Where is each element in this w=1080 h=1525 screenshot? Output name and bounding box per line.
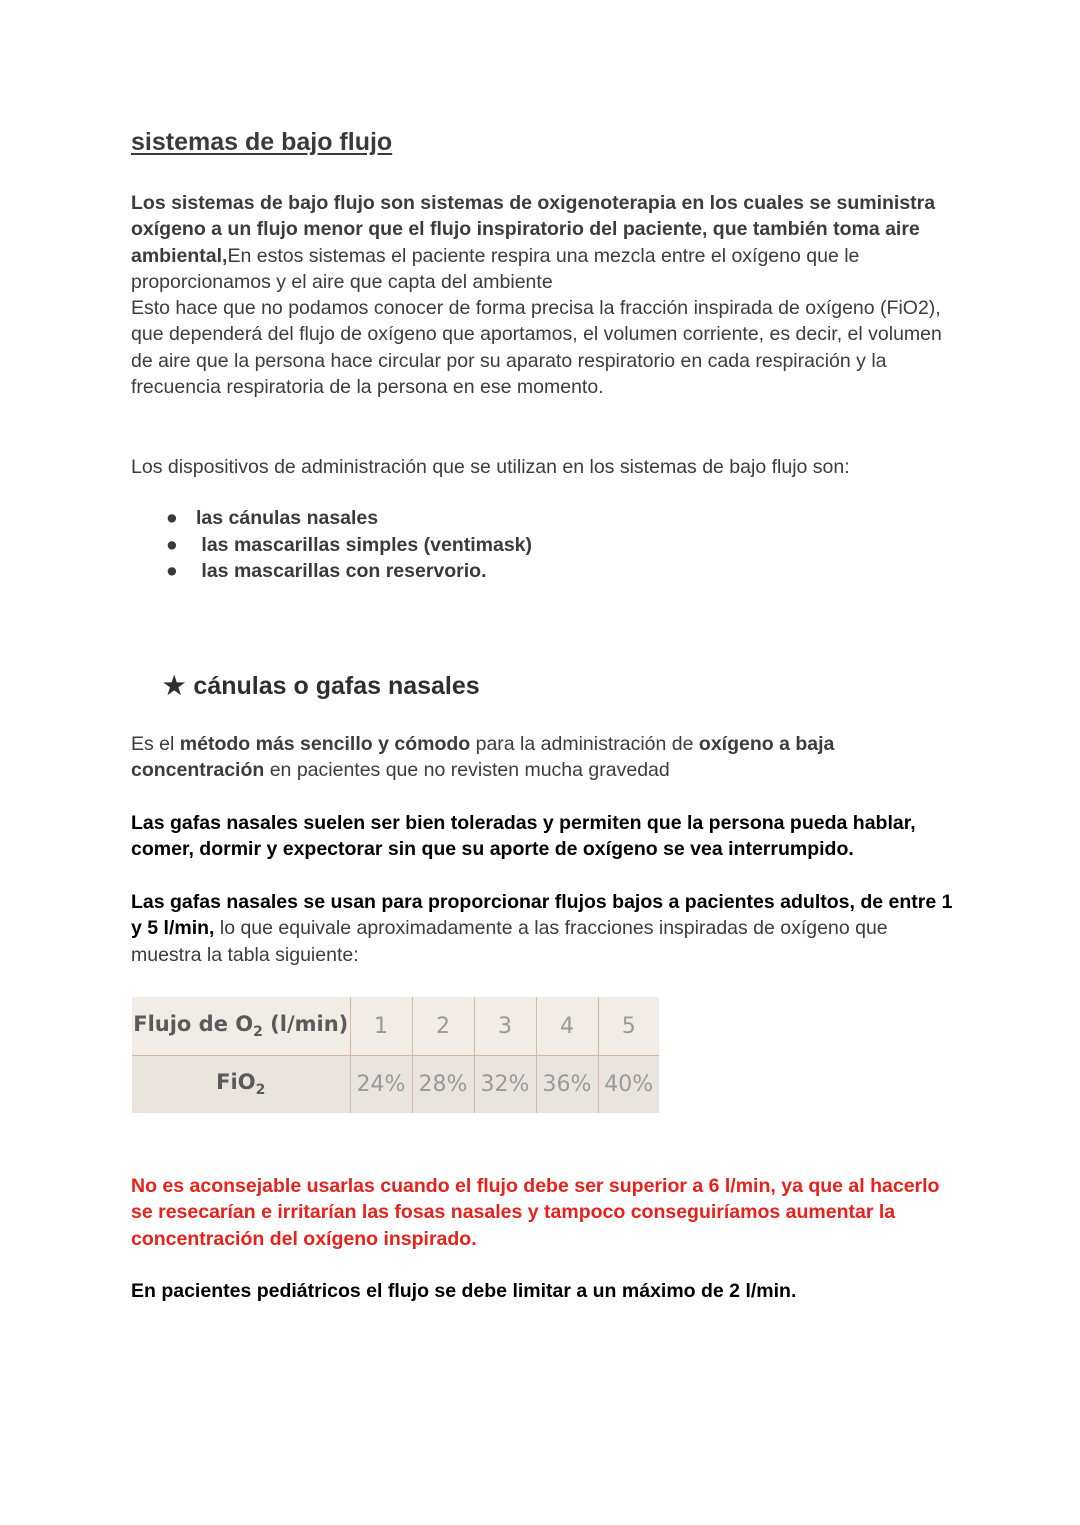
table-row: [132, 997, 659, 1056]
warning-paragraph: No es aconsejable usarlas cuando el flujo debe ser superior a 6 l/min, ya que al hacerlo se resecarían e irritarían las fosas nasales y tampoco conseguiríamos aumentar la concentración del oxígeno inspirado.: [131, 1175, 940, 1250]
flow-cell: 5: [598, 997, 659, 1056]
paragraph-method: Es el método más sencillo y cómodo para la administración de oxígeno a baja concentración en pacientes que no revisten mucha gravedad: [131, 733, 835, 782]
bullet-icon: ●: [166, 533, 178, 556]
fio2-cell: 36%: [536, 1056, 598, 1114]
fio2-cell: 40%: [598, 1056, 659, 1114]
star-icon: ★: [163, 672, 186, 700]
flow-cell: 4: [536, 997, 598, 1056]
section-heading: [163, 671, 480, 701]
fio2-header-cell: FiO$_2$: [132, 1056, 350, 1114]
fio2-cell: 32%: [474, 1056, 536, 1114]
table-row: [132, 1056, 659, 1114]
devices-list: [160, 505, 532, 585]
fio2-table-image: [132, 997, 659, 1113]
paragraph-tolerance: Las gafas nasales suelen ser bien toleradas y permiten que la persona pueda hablar, comer, dormir y expectorar sin que su aporte de oxígeno se vea interrumpido.: [131, 812, 916, 861]
flow-cell: 2: [412, 997, 474, 1056]
list-item: ● las cánulas nasales: [160, 505, 532, 532]
intro-text-2: Esto hace que no podamos conocer de forma precisa la fracción inspirada de oxígeno (FiO2), que dependerá del flujo de oxígeno que aportamos, el volumen corriente, es decir, el volumen de aire que la persona hace circular por su aparato respiratorio en cada respiración y la frecuencia respiratoria de la persona en ese momento.: [131, 297, 942, 399]
flow-cell: 3: [474, 997, 536, 1056]
intro-bold-text: Los sistemas de bajo flujo son sistemas de oxigenoterapia en los cuales se suministra oxígeno a un flujo menor que el flujo inspiratorio del paciente, que también toma aire ambiental,: [131, 192, 936, 267]
list-item: ● las mascarillas simples (ventimask): [160, 532, 532, 559]
fio2-cell: 24%: [350, 1056, 412, 1114]
fio2-cell: 28%: [412, 1056, 474, 1114]
paragraph-flows: Las gafas nasales se usan para proporcionar flujos bajos a pacientes adultos, de entre 1 y 5 l/min, lo que equivale aproximadamente a las fracciones inspiradas de oxígeno que muestra la tabla siguiente:: [131, 891, 953, 966]
page-title: sistemas de bajo flujo: [131, 128, 393, 156]
list-item: ● las mascarillas con reservorio.: [160, 558, 532, 585]
bullet-icon: ●: [166, 507, 178, 529]
flow-cell: 1: [350, 997, 412, 1056]
fio2-table: [132, 997, 659, 1113]
intro-paragraph: [131, 190, 961, 400]
flow-header-cell: Flujo de $O_2$ (l/min): [132, 997, 350, 1056]
devices-intro: Los dispositivos de administración que se utilizan en los sistemas de bajo flujo son:: [131, 456, 850, 478]
section-title: cánulas o gafas nasales: [193, 672, 480, 700]
intro-text: En estos sistemas el paciente respira una mezcla entre el oxígeno que le proporcionamos y el aire que capta del ambiente: [131, 244, 860, 293]
bullet-icon: ●: [166, 560, 178, 582]
pediatric-paragraph: En pacientes pediátricos el flujo se debe limitar a un máximo de 2 l/min.: [131, 1280, 797, 1302]
